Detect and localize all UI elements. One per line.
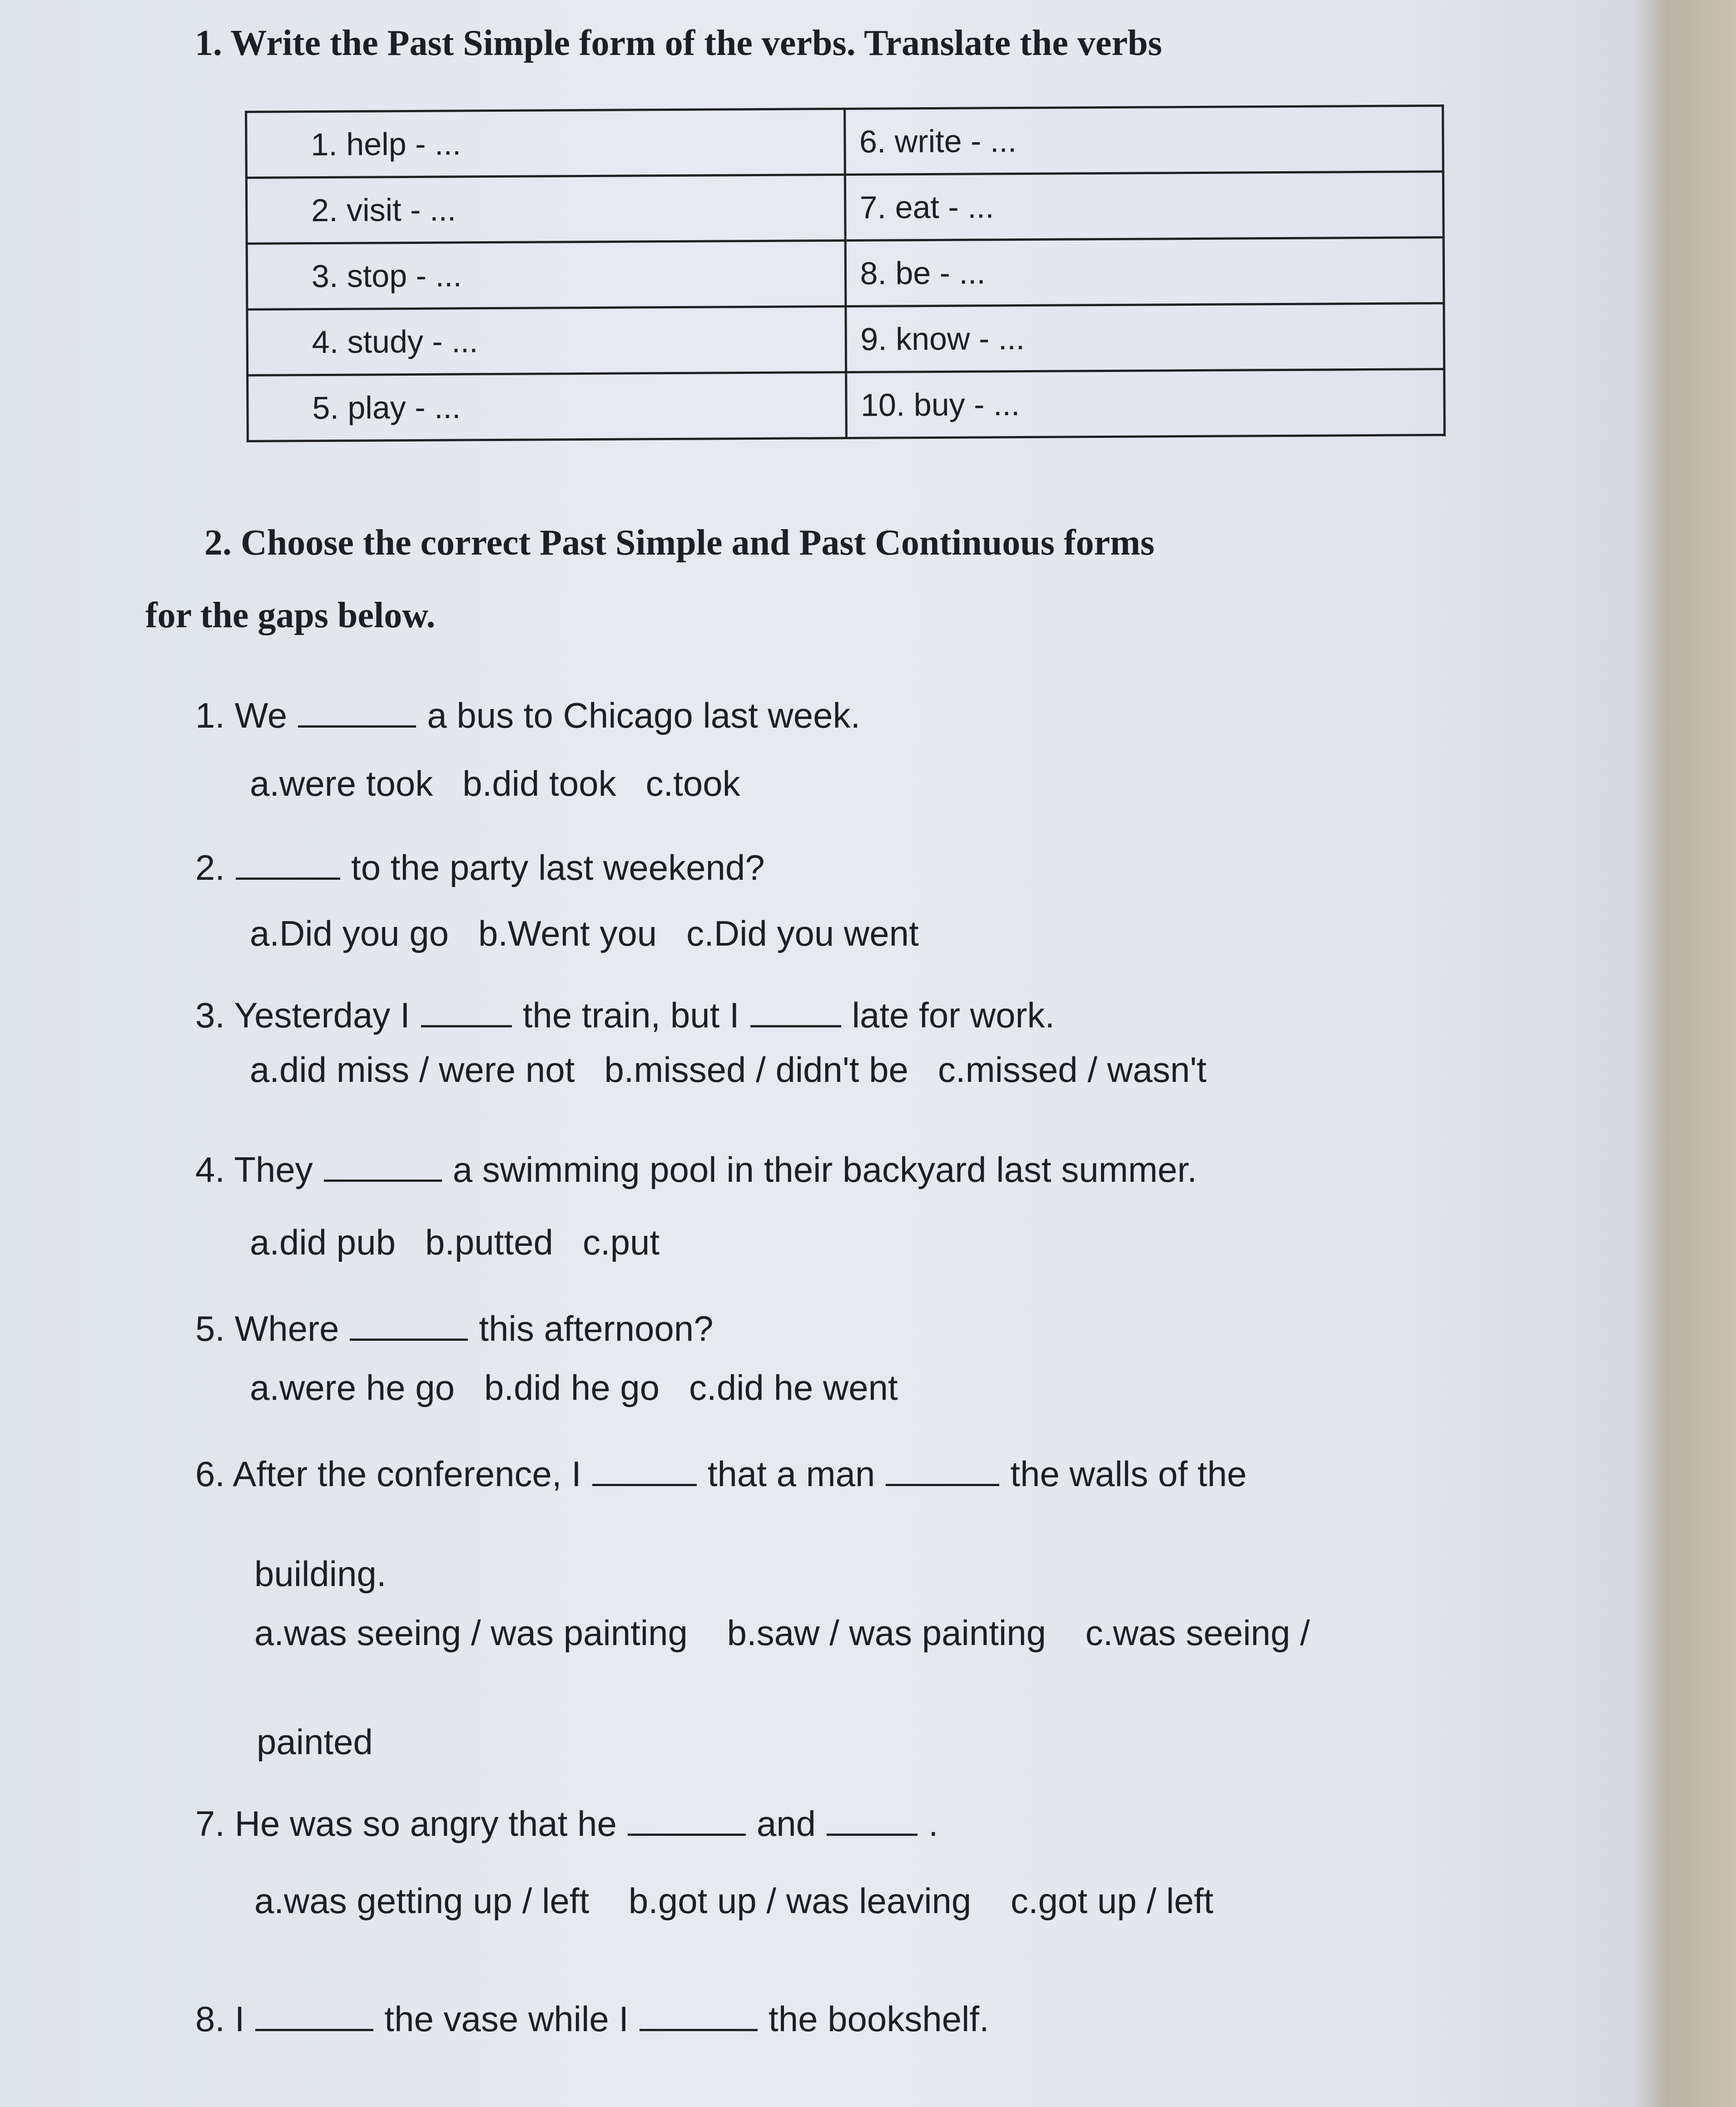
gap [628,1834,746,1836]
q-text: 5. Where [195,1309,339,1348]
gap [236,878,340,880]
question-6-cont: building. [254,1554,387,1594]
options-6 [254,1612,1310,1654]
options-5 [250,1367,898,1408]
gap [324,1180,442,1182]
q-text: the vase while I [384,1999,629,2039]
options-3 [250,1049,1206,1091]
question-3 [195,995,1055,1036]
option: a.Did you go [250,913,449,953]
option: b.saw / was painting [727,1613,1046,1653]
q-text: the walls of the [1010,1454,1247,1494]
option: c.Did you went [686,913,919,953]
option: c.put [582,1222,660,1262]
q-text: 7. He was so angry that he [195,1804,617,1844]
verb-cell: 2. visit - ... [246,175,845,244]
option: b.missed / didn't be [604,1050,908,1090]
question-1 [195,695,860,736]
verb-cell: 3. stop - ... [247,241,845,310]
q-text: a swimming pool in their backyard last summer. [452,1150,1197,1190]
option: a.was seeing / was painting [254,1613,688,1653]
gap [421,1025,512,1027]
q-text: a bus to Chicago last week. [427,695,861,735]
q-text: to the party last weekend? [351,848,765,887]
task2-title-cont: for the gaps below. [145,595,436,635]
option: c.took [645,763,740,803]
gap [640,2029,758,2031]
gap [827,1834,918,1836]
option: a.were took [250,763,433,803]
option: c.was seeing / [1085,1613,1310,1653]
q-text: the bookshelf. [769,1999,989,2039]
gap [350,1339,468,1341]
option: a.was getting up / left [254,1881,590,1921]
q-text: 4. They [195,1150,313,1190]
gap [886,1484,999,1486]
q-text: that a man [707,1454,875,1494]
q-text: 1. We [195,695,288,735]
option: b.got up / was leaving [628,1881,972,1921]
option: c.got up / left [1010,1881,1214,1921]
option-6c-cont: painted [257,1722,373,1762]
question-8 [195,1998,989,2040]
question-4 [195,1149,1197,1190]
option: a.were he go [250,1368,455,1408]
verb-cell: 4. study - ... [247,306,846,375]
options-4 [250,1222,660,1263]
gap [592,1484,697,1486]
options-2 [250,913,919,954]
verb-cell: 5. play - ... [248,372,846,441]
option: c.missed / wasn't [937,1050,1207,1090]
verbs-table [245,104,1446,442]
option: b.did took [462,763,616,803]
option: c.did he went [689,1368,898,1408]
q-text: this afternoon? [479,1309,714,1348]
task2-title: 2. Choose the correct Past Simple and Past Continuous forms [204,523,1155,563]
option: a.did miss / were not [250,1050,575,1090]
verb-cell: 10. buy - ... [846,369,1444,438]
question-5 [195,1308,714,1349]
q-text: and [756,1804,816,1844]
verb-cell: 7. eat - ... [845,172,1443,241]
option: a.did pub [250,1222,396,1262]
gap [298,725,416,728]
option: b.did he go [484,1368,660,1408]
q-text: late for work. [852,995,1055,1035]
gap [750,1025,841,1027]
gap [255,2029,373,2031]
question-7 [195,1803,938,1844]
q-text: 8. I [195,1999,245,2039]
q-text: 6. After the conference, I [195,1454,581,1494]
option: b.Went you [478,913,657,953]
options-7 [254,1880,1214,1922]
q-text: the train, but I [522,995,739,1035]
verb-cell: 8. be - ... [845,238,1444,307]
q-text: 3. Yesterday I [195,995,410,1035]
verb-cell: 6. write - ... [844,106,1443,175]
verb-cell: 1. help - ... [246,109,845,178]
question-6 [195,1453,1247,1495]
options-1 [250,763,740,804]
q-text: . [928,1804,938,1844]
verb-cell: 9. know - ... [845,303,1444,372]
q-text: 2. [195,848,225,887]
task1-title: 1. Write the Past Simple form of the verbs. Translate the verbs [195,23,1162,63]
option: b.putted [425,1222,553,1262]
question-2 [195,847,765,888]
